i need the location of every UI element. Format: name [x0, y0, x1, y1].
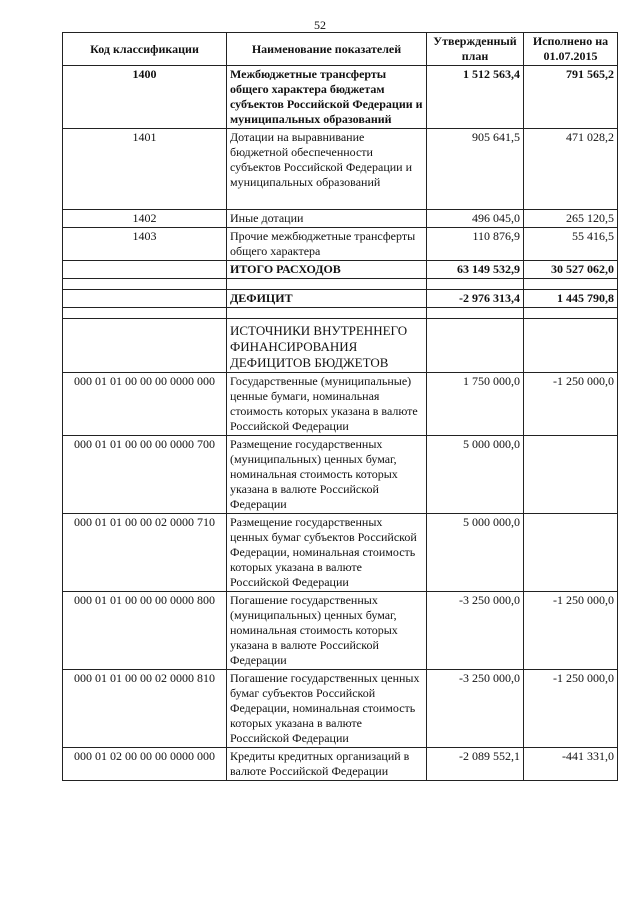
- row-executed: [524, 514, 618, 592]
- header-executed: Исполнено на 01.07.2015: [524, 33, 618, 66]
- row-plan: 496 045,0: [427, 210, 524, 228]
- table-row: [63, 748, 618, 781]
- row-name: Размещение государственных (муниципальных) ценных бумаг, номинальная стоимость которых указана в валюте Российской Федерации: [227, 436, 427, 514]
- row-executed: 791 565,2: [524, 66, 618, 129]
- table-row: [63, 129, 618, 210]
- row-name: Иные дотации: [227, 210, 427, 228]
- row-plan: 63 149 532,9: [427, 261, 524, 279]
- table-row: [63, 592, 618, 670]
- header-name: Наименование показателей: [227, 33, 427, 66]
- row-name: ИТОГО РАСХОДОВ: [227, 261, 427, 279]
- row-code: [63, 261, 227, 279]
- page-number: 52: [314, 18, 326, 32]
- row-code: [63, 319, 227, 373]
- table-row-deficit: [63, 290, 618, 308]
- table-header-row: [63, 33, 618, 66]
- row-code: 1402: [63, 210, 227, 228]
- budget-table: [62, 32, 618, 781]
- row-executed: 265 120,5: [524, 210, 618, 228]
- row-executed: 55 416,5: [524, 228, 618, 261]
- row-executed: -1 250 000,0: [524, 373, 618, 436]
- row-code: 000 01 02 00 00 00 0000 000: [63, 748, 227, 781]
- row-name: Государственные (муниципальные) ценные бумаги, номинальная стоимость которых указана в валюте Российской Федерации: [227, 373, 427, 436]
- table-row: [63, 228, 618, 261]
- row-code: 000 01 01 00 00 00 0000 000: [63, 373, 227, 436]
- table-row: [63, 670, 618, 748]
- row-executed: [524, 319, 618, 373]
- table-row-section: [63, 319, 618, 373]
- row-plan: -3 250 000,0: [427, 670, 524, 748]
- row-plan: -2 976 313,4: [427, 290, 524, 308]
- table-row: [63, 66, 618, 129]
- row-plan: 1 750 000,0: [427, 373, 524, 436]
- spacer-row: [63, 308, 618, 319]
- row-code: 1403: [63, 228, 227, 261]
- row-code: 000 01 01 00 00 02 0000 810: [63, 670, 227, 748]
- row-executed: 471 028,2: [524, 129, 618, 210]
- row-name: Дотации на выравнивание бюджетной обеспеченности субъектов Российской Федерации и муниципальных образований: [227, 129, 427, 210]
- row-plan: 5 000 000,0: [427, 514, 524, 592]
- spacer-row: [63, 279, 618, 290]
- row-name: Размещение государственных ценных бумаг субъектов Российской Федерации, номинальная стоимость которых указана в валюте Российской Федерации: [227, 514, 427, 592]
- row-plan: -3 250 000,0: [427, 592, 524, 670]
- row-plan: -2 089 552,1: [427, 748, 524, 781]
- row-name: Прочие межбюджетные трансферты общего характера: [227, 228, 427, 261]
- table-row-total: [63, 261, 618, 279]
- row-code: 000 01 01 00 00 00 0000 800: [63, 592, 227, 670]
- row-plan: 5 000 000,0: [427, 436, 524, 514]
- row-name: ДЕФИЦИТ: [227, 290, 427, 308]
- table-row: [63, 514, 618, 592]
- table-row: [63, 373, 618, 436]
- row-plan: [427, 319, 524, 373]
- row-name: Погашение государственных (муниципальных) ценных бумаг, номинальная стоимость которых указана в валюте Российской Федерации: [227, 592, 427, 670]
- row-code: 1400: [63, 66, 227, 129]
- row-code: 000 01 01 00 00 00 0000 700: [63, 436, 227, 514]
- header-plan: Утвержденный план: [427, 33, 524, 66]
- row-executed: [524, 436, 618, 514]
- row-executed: 30 527 062,0: [524, 261, 618, 279]
- row-name: Погашение государственных ценных бумаг субъектов Российской Федерации, номинальная стоимость которых указана в валюте Российской Федерации: [227, 670, 427, 748]
- row-plan: 1 512 563,4: [427, 66, 524, 129]
- row-executed: -441 331,0: [524, 748, 618, 781]
- table-row: [63, 210, 618, 228]
- row-plan: 905 641,5: [427, 129, 524, 210]
- row-executed: -1 250 000,0: [524, 670, 618, 748]
- table-row: [63, 436, 618, 514]
- row-name: ИСТОЧНИКИ ВНУТРЕННЕГО ФИНАНСИРОВАНИЯ ДЕФИЦИТОВ БЮДЖЕТОВ: [227, 319, 427, 373]
- row-name: Межбюджетные трансферты общего характера бюджетам субъектов Российской Федерации и муниципальных образований: [227, 66, 427, 129]
- row-executed: -1 250 000,0: [524, 592, 618, 670]
- header-code: Код классификации: [63, 33, 227, 66]
- row-executed: 1 445 790,8: [524, 290, 618, 308]
- row-code: 000 01 01 00 00 02 0000 710: [63, 514, 227, 592]
- row-code: [63, 290, 227, 308]
- row-plan: 110 876,9: [427, 228, 524, 261]
- row-name: Кредиты кредитных организаций в валюте Российской Федерации: [227, 748, 427, 781]
- row-code: 1401: [63, 129, 227, 210]
